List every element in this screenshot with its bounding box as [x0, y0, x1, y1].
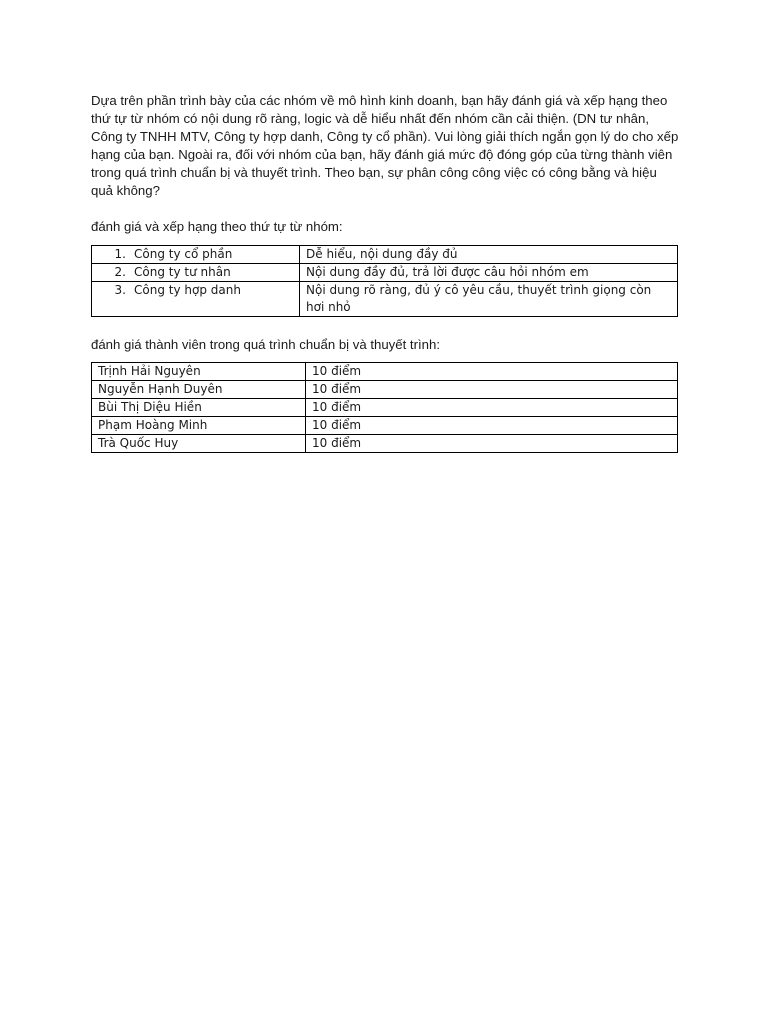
- member-score: 10 điểm: [306, 399, 678, 417]
- ranking-company-cell: [92, 246, 300, 264]
- ranking-comment: Nội dung rõ ràng, đủ ý cô yêu cầu, thuyết trình giọng còn hơi nhỏ: [300, 282, 678, 317]
- members-heading: đánh giá thành viên trong quá trình chuẩn bị và thuyết trình:: [91, 337, 440, 352]
- intro-paragraph: Dựa trên phần trình bày của các nhóm về mô hình kinh doanh, bạn hãy đánh giá và xếp hạng theo thứ tự từ nhóm có nội dung rõ ràng, logic và dễ hiểu nhất đến nhóm cần cải thiện. (DN tư nhân, Công ty TNHH MTV, Công ty hợp danh, Công ty cổ phần). Vui lòng giải thích ngắn gọn lý do cho xếp hạng của bạn. Ngoài ra, đối với nhóm của bạn, hãy đánh giá mức độ đóng góp của từng thành viên trong quá trình chuẩn bị và thuyết trình. Theo bạn, sự phân công công việc có công bằng và hiệu quả không?: [91, 93, 679, 198]
- ranking-table: [91, 245, 678, 317]
- table-row: [92, 381, 678, 399]
- rank-number: 1.: [114, 247, 126, 261]
- ranking-company-cell: [92, 282, 300, 317]
- table-row: [92, 363, 678, 381]
- member-score: 10 điểm: [306, 363, 678, 381]
- company-name: Công ty cổ phần: [134, 247, 233, 261]
- member-name: Bùi Thị Diệu Hiền: [92, 399, 306, 417]
- table-row: [92, 246, 678, 264]
- table-row: [92, 282, 678, 317]
- company-name: Công ty tư nhân: [134, 265, 231, 279]
- company-name: Công ty hợp danh: [134, 283, 241, 297]
- rank-number: 2.: [114, 265, 126, 279]
- member-name: Trịnh Hải Nguyên: [92, 363, 306, 381]
- member-score: 10 điểm: [306, 417, 678, 435]
- table-row: [92, 417, 678, 435]
- table-row: [92, 399, 678, 417]
- table-row: [92, 435, 678, 453]
- ranking-heading: đánh giá và xếp hạng theo thứ tự từ nhóm:: [91, 219, 343, 234]
- table-row: [92, 264, 678, 282]
- member-name: Trà Quốc Huy: [92, 435, 306, 453]
- member-score: 10 điểm: [306, 381, 678, 399]
- ranking-comment: Dễ hiểu, nội dung đầy đủ: [300, 246, 678, 264]
- member-score: 10 điểm: [306, 435, 678, 453]
- ranking-comment: Nội dung đầy đủ, trả lời được câu hỏi nhóm em: [300, 264, 678, 282]
- member-name: Nguyễn Hạnh Duyên: [92, 381, 306, 399]
- rank-number: 3.: [114, 283, 126, 297]
- member-name: Phạm Hoàng Minh: [92, 417, 306, 435]
- members-table: [91, 362, 678, 453]
- ranking-company-cell: [92, 264, 300, 282]
